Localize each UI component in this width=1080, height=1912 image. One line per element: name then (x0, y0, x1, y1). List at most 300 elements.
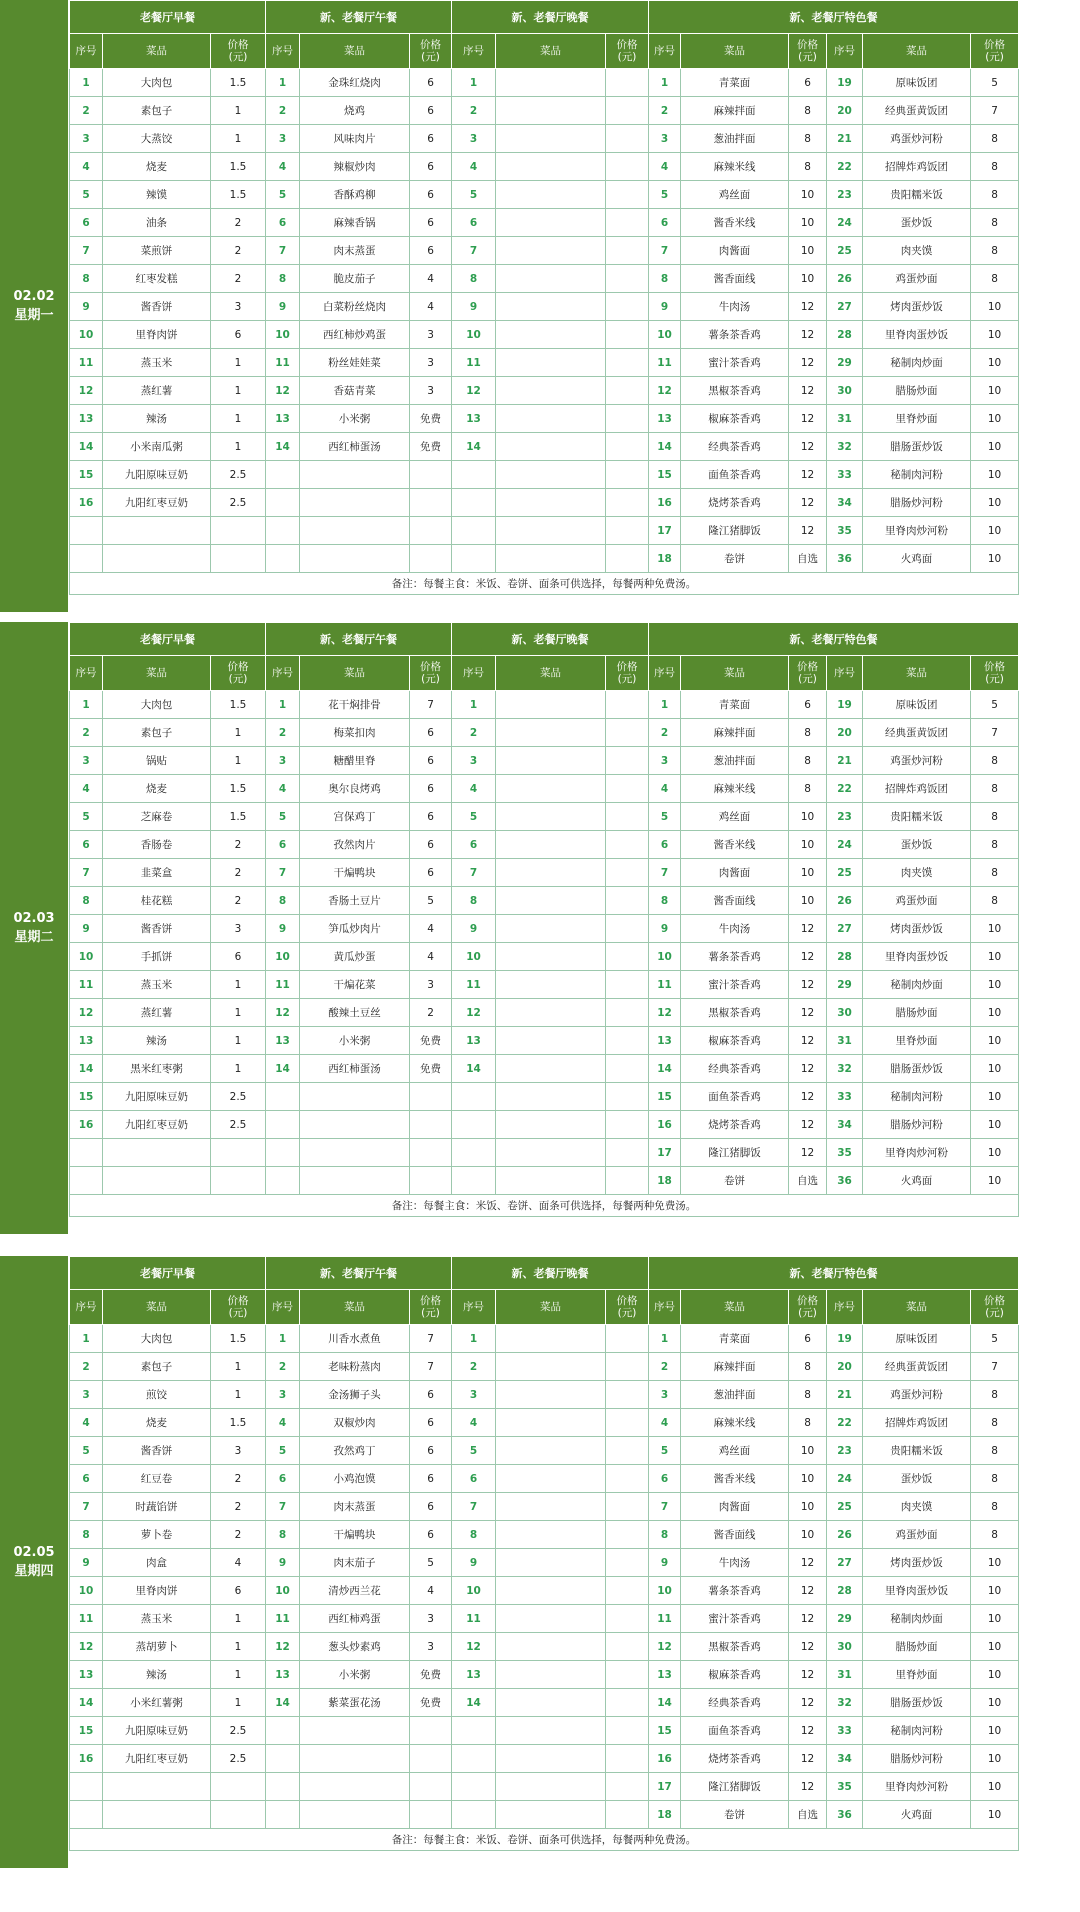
special-seq: 4 (649, 775, 681, 803)
header-seq: 序号 (452, 34, 496, 69)
breakfast-dish: 大肉包 (103, 691, 211, 719)
table-row (70, 1465, 1019, 1493)
lunch-dish: 肉末茄子 (300, 1549, 410, 1577)
header-seq: 序号 (827, 1290, 863, 1325)
lunch-price: 免费 (410, 405, 452, 433)
header-seq: 序号 (452, 1290, 496, 1325)
special-dish: 薯条茶香鸡 (681, 943, 789, 971)
special-price: 10 (971, 1661, 1019, 1689)
special-dish: 里脊炒面 (863, 1027, 971, 1055)
dinner-dish (496, 1717, 606, 1745)
dinner-price (606, 915, 649, 943)
special-price: 10 (971, 999, 1019, 1027)
date-label: 02.05 (13, 1545, 55, 1560)
lunch-seq: 8 (266, 887, 300, 915)
breakfast-seq: 9 (70, 915, 103, 943)
lunch-price: 3 (410, 349, 452, 377)
breakfast-price: 2 (211, 1493, 266, 1521)
special-seq: 21 (827, 125, 863, 153)
special-price: 10 (789, 803, 827, 831)
special-seq: 14 (649, 1055, 681, 1083)
lunch-dish: 西红柿蛋汤 (300, 433, 410, 461)
special-price: 12 (789, 943, 827, 971)
special-seq: 11 (649, 1605, 681, 1633)
dinner-seq (452, 1167, 496, 1195)
breakfast-seq: 15 (70, 461, 103, 489)
special-price: 10 (789, 1437, 827, 1465)
special-seq: 15 (649, 1083, 681, 1111)
lunch-seq (266, 1167, 300, 1195)
lunch-seq (266, 1745, 300, 1773)
dinner-dish (496, 209, 606, 237)
special-dish: 牛肉汤 (681, 915, 789, 943)
dinner-dish (496, 747, 606, 775)
breakfast-price: 1 (211, 719, 266, 747)
dinner-dish (496, 517, 606, 545)
breakfast-seq: 16 (70, 489, 103, 517)
breakfast-price: 2.5 (211, 461, 266, 489)
lunch-seq (266, 1773, 300, 1801)
lunch-price: 6 (410, 1493, 452, 1521)
lunch-dish: 小米粥 (300, 1661, 410, 1689)
table-row (70, 1801, 1019, 1829)
breakfast-dish: 里脊肉饼 (103, 321, 211, 349)
dinner-seq: 12 (452, 999, 496, 1027)
special-dish: 面鱼茶香鸡 (681, 461, 789, 489)
special-dish: 黑椒茶香鸡 (681, 1633, 789, 1661)
lunch-dish: 小米粥 (300, 1027, 410, 1055)
day-label (0, 1256, 68, 1868)
breakfast-dish: 烧麦 (103, 153, 211, 181)
lunch-price: 2 (410, 999, 452, 1027)
special-seq: 9 (649, 1549, 681, 1577)
special-dish: 秘制肉炒面 (863, 349, 971, 377)
dinner-dish (496, 293, 606, 321)
breakfast-price: 1 (211, 1353, 266, 1381)
breakfast-price: 2.5 (211, 1111, 266, 1139)
breakfast-price: 1.5 (211, 803, 266, 831)
special-price: 12 (789, 1139, 827, 1167)
special-price: 12 (789, 1773, 827, 1801)
special-price: 12 (789, 1689, 827, 1717)
dinner-dish (496, 775, 606, 803)
special-seq: 12 (649, 1633, 681, 1661)
table-row (70, 971, 1019, 999)
special-price: 10 (971, 1745, 1019, 1773)
header-dish: 菜品 (103, 656, 211, 691)
special-price: 10 (971, 1027, 1019, 1055)
special-seq: 18 (649, 1167, 681, 1195)
breakfast-price (211, 1773, 266, 1801)
dinner-seq: 7 (452, 1493, 496, 1521)
breakfast-price (211, 1139, 266, 1167)
breakfast-dish: 手抓饼 (103, 943, 211, 971)
special-dish: 招牌炸鸡饭团 (863, 775, 971, 803)
special-seq: 25 (827, 859, 863, 887)
dinner-seq: 9 (452, 915, 496, 943)
lunch-dish: 香酥鸡柳 (300, 181, 410, 209)
special-seq: 26 (827, 265, 863, 293)
special-dish: 烧烤茶香鸡 (681, 1111, 789, 1139)
section-breakfast: 老餐厅早餐 (70, 1257, 266, 1290)
lunch-price: 6 (410, 209, 452, 237)
breakfast-dish: 蒸胡萝卜 (103, 1633, 211, 1661)
day-menu-block (0, 0, 1080, 612)
lunch-seq: 12 (266, 1633, 300, 1661)
section-specials: 新、老餐厅特色餐 (649, 623, 1019, 656)
special-seq: 28 (827, 943, 863, 971)
dinner-price (606, 747, 649, 775)
header-dish: 菜品 (103, 1290, 211, 1325)
lunch-seq: 9 (266, 1549, 300, 1577)
lunch-price: 3 (410, 1633, 452, 1661)
dinner-seq: 14 (452, 1055, 496, 1083)
special-seq: 31 (827, 1661, 863, 1689)
breakfast-price: 1 (211, 999, 266, 1027)
special-seq: 5 (649, 181, 681, 209)
dinner-price (606, 377, 649, 405)
breakfast-seq: 3 (70, 125, 103, 153)
special-dish: 经典蛋黄饭团 (863, 97, 971, 125)
special-dish: 椒麻茶香鸡 (681, 405, 789, 433)
table-row (70, 1167, 1019, 1195)
breakfast-dish: 素包子 (103, 97, 211, 125)
special-price: 12 (789, 1633, 827, 1661)
header-price: 价格 (元) (789, 34, 827, 69)
dinner-dish (496, 545, 606, 573)
lunch-seq: 13 (266, 1661, 300, 1689)
header-dish: 菜品 (300, 1290, 410, 1325)
dinner-dish (496, 1437, 606, 1465)
breakfast-price: 1 (211, 747, 266, 775)
lunch-price (410, 1083, 452, 1111)
special-price: 8 (971, 1437, 1019, 1465)
special-dish: 麻辣米线 (681, 775, 789, 803)
dinner-seq: 4 (452, 775, 496, 803)
dinner-seq: 8 (452, 887, 496, 915)
dinner-dish (496, 265, 606, 293)
special-price: 10 (971, 433, 1019, 461)
header-dish: 菜品 (863, 34, 971, 69)
column-header-row (70, 34, 1019, 69)
lunch-dish: 麻辣香锅 (300, 209, 410, 237)
dinner-dish (496, 915, 606, 943)
lunch-price (410, 1745, 452, 1773)
dinner-price (606, 691, 649, 719)
breakfast-dish: 酱香饼 (103, 293, 211, 321)
breakfast-dish: 九阳红枣豆奶 (103, 1745, 211, 1773)
lunch-seq (266, 1801, 300, 1829)
special-dish: 酱香米线 (681, 1465, 789, 1493)
special-seq: 6 (649, 831, 681, 859)
lunch-dish: 金汤狮子头 (300, 1381, 410, 1409)
special-dish: 秘制肉河粉 (863, 461, 971, 489)
breakfast-dish: 蒸玉米 (103, 349, 211, 377)
lunch-dish: 西红柿蛋汤 (300, 1055, 410, 1083)
breakfast-price: 1 (211, 1633, 266, 1661)
section-dinner: 新、老餐厅晚餐 (452, 1257, 649, 1290)
special-price: 10 (971, 915, 1019, 943)
table-row (70, 377, 1019, 405)
special-dish: 鸡蛋炒面 (863, 1521, 971, 1549)
special-price: 10 (789, 1493, 827, 1521)
breakfast-dish: 大肉包 (103, 1325, 211, 1353)
dinner-dish (496, 831, 606, 859)
lunch-seq: 12 (266, 377, 300, 405)
lunch-seq: 3 (266, 1381, 300, 1409)
lunch-seq: 2 (266, 1353, 300, 1381)
date-label: 02.02 (13, 289, 55, 304)
special-dish: 鸡蛋炒河粉 (863, 747, 971, 775)
breakfast-dish (103, 1773, 211, 1801)
breakfast-dish: 菜煎饼 (103, 237, 211, 265)
breakfast-dish: 辣汤 (103, 1027, 211, 1055)
dinner-price (606, 1689, 649, 1717)
lunch-dish: 酸辣土豆丝 (300, 999, 410, 1027)
dinner-dish (496, 1167, 606, 1195)
lunch-dish: 孜然鸡丁 (300, 1437, 410, 1465)
lunch-seq: 14 (266, 1689, 300, 1717)
special-seq: 5 (649, 803, 681, 831)
lunch-price: 6 (410, 69, 452, 97)
special-dish: 烤肉蛋炒饭 (863, 1549, 971, 1577)
special-price: 8 (971, 1381, 1019, 1409)
breakfast-seq: 10 (70, 321, 103, 349)
dinner-seq: 9 (452, 293, 496, 321)
special-seq: 28 (827, 321, 863, 349)
dinner-seq: 1 (452, 69, 496, 97)
breakfast-dish: 九阳红枣豆奶 (103, 1111, 211, 1139)
dinner-price (606, 859, 649, 887)
dinner-seq: 13 (452, 405, 496, 433)
breakfast-seq: 9 (70, 1549, 103, 1577)
special-price: 8 (789, 97, 827, 125)
menu-table (69, 0, 1019, 595)
table-row (70, 1027, 1019, 1055)
dinner-price (606, 999, 649, 1027)
table-row (70, 1409, 1019, 1437)
breakfast-price: 2 (211, 1521, 266, 1549)
table-row (70, 461, 1019, 489)
table-row (70, 803, 1019, 831)
breakfast-seq: 5 (70, 1437, 103, 1465)
breakfast-price: 1 (211, 1661, 266, 1689)
special-dish: 烤肉蛋炒饭 (863, 293, 971, 321)
dinner-price (606, 1055, 649, 1083)
special-seq: 10 (649, 943, 681, 971)
dinner-seq (452, 1139, 496, 1167)
section-lunch: 新、老餐厅午餐 (266, 1, 452, 34)
special-dish: 经典茶香鸡 (681, 1055, 789, 1083)
dinner-price (606, 69, 649, 97)
special-seq: 2 (649, 1353, 681, 1381)
breakfast-price: 2 (211, 209, 266, 237)
menu-table (69, 1256, 1019, 1851)
special-price: 10 (971, 405, 1019, 433)
dinner-price (606, 1083, 649, 1111)
breakfast-price: 1 (211, 377, 266, 405)
table-row (70, 691, 1019, 719)
special-seq: 33 (827, 461, 863, 489)
special-seq: 20 (827, 719, 863, 747)
special-price: 10 (971, 1717, 1019, 1745)
dinner-price (606, 1801, 649, 1829)
special-dish: 贵阳糯米饭 (863, 1437, 971, 1465)
breakfast-seq: 11 (70, 1605, 103, 1633)
dinner-dish (496, 859, 606, 887)
special-price: 8 (789, 1381, 827, 1409)
special-seq: 21 (827, 747, 863, 775)
dinner-price (606, 209, 649, 237)
breakfast-price: 1 (211, 125, 266, 153)
lunch-seq (266, 545, 300, 573)
breakfast-seq (70, 1801, 103, 1829)
special-price: 10 (971, 943, 1019, 971)
lunch-price: 6 (410, 1409, 452, 1437)
dinner-price (606, 321, 649, 349)
special-seq: 2 (649, 719, 681, 747)
dinner-seq (452, 1801, 496, 1829)
special-price: 8 (971, 831, 1019, 859)
lunch-dish (300, 489, 410, 517)
special-dish: 卷饼 (681, 545, 789, 573)
table-row (70, 719, 1019, 747)
header-seq: 序号 (649, 656, 681, 691)
breakfast-seq: 14 (70, 433, 103, 461)
table-row (70, 1773, 1019, 1801)
special-seq: 12 (649, 377, 681, 405)
special-price: 8 (789, 719, 827, 747)
breakfast-dish: 锅贴 (103, 747, 211, 775)
breakfast-price: 1 (211, 1605, 266, 1633)
lunch-price: 6 (410, 831, 452, 859)
dinner-seq: 3 (452, 1381, 496, 1409)
breakfast-dish: 香肠卷 (103, 831, 211, 859)
header-price: 价格 (元) (211, 656, 266, 691)
special-price: 12 (789, 405, 827, 433)
header-seq: 序号 (70, 34, 103, 69)
special-price: 自选 (789, 1167, 827, 1195)
dinner-price (606, 125, 649, 153)
dinner-dish (496, 1111, 606, 1139)
header-seq: 序号 (266, 656, 300, 691)
special-seq: 16 (649, 489, 681, 517)
special-dish: 面鱼茶香鸡 (681, 1717, 789, 1745)
lunch-price (410, 1801, 452, 1829)
lunch-dish: 清炒西兰花 (300, 1577, 410, 1605)
breakfast-seq: 14 (70, 1055, 103, 1083)
lunch-seq: 8 (266, 1521, 300, 1549)
breakfast-price: 1.5 (211, 1325, 266, 1353)
dinner-dish (496, 943, 606, 971)
special-price: 12 (789, 517, 827, 545)
lunch-dish: 脆皮茄子 (300, 265, 410, 293)
special-dish: 薯条茶香鸡 (681, 321, 789, 349)
breakfast-price: 2.5 (211, 1717, 266, 1745)
special-dish: 隆江猪脚饭 (681, 1139, 789, 1167)
lunch-price: 7 (410, 691, 452, 719)
table-row (70, 999, 1019, 1027)
lunch-seq: 2 (266, 719, 300, 747)
dinner-price (606, 1745, 649, 1773)
breakfast-seq: 6 (70, 209, 103, 237)
special-price: 7 (971, 719, 1019, 747)
lunch-dish: 老味粉蒸肉 (300, 1353, 410, 1381)
special-dish: 原味饭团 (863, 1325, 971, 1353)
breakfast-price: 2.5 (211, 489, 266, 517)
special-seq: 16 (649, 1745, 681, 1773)
note-text: 备注：每餐主食：米饭、卷饼、面条可供选择，每餐两种免费汤。 (70, 573, 1019, 595)
dinner-seq (452, 489, 496, 517)
breakfast-price: 2 (211, 237, 266, 265)
lunch-dish (300, 517, 410, 545)
dinner-seq (452, 517, 496, 545)
lunch-price: 6 (410, 719, 452, 747)
special-price: 8 (971, 747, 1019, 775)
header-price: 价格 (元) (971, 1290, 1019, 1325)
dinner-price (606, 1633, 649, 1661)
breakfast-dish: 大蒸饺 (103, 125, 211, 153)
section-header-row (70, 623, 1019, 656)
special-dish: 经典茶香鸡 (681, 433, 789, 461)
menu-table (69, 622, 1019, 1217)
header-dish: 菜品 (496, 1290, 606, 1325)
breakfast-price: 1 (211, 349, 266, 377)
special-dish: 椒麻茶香鸡 (681, 1027, 789, 1055)
special-dish: 贵阳糯米饭 (863, 181, 971, 209)
dinner-price (606, 1409, 649, 1437)
lunch-dish: 西红柿炒鸡蛋 (300, 321, 410, 349)
lunch-price (410, 1717, 452, 1745)
lunch-price (410, 1139, 452, 1167)
breakfast-price: 1.5 (211, 69, 266, 97)
breakfast-price: 1.5 (211, 1409, 266, 1437)
header-dish: 菜品 (496, 34, 606, 69)
special-seq: 9 (649, 293, 681, 321)
header-seq: 序号 (827, 656, 863, 691)
breakfast-dish: 九阳原味豆奶 (103, 1083, 211, 1111)
lunch-price: 5 (410, 1549, 452, 1577)
special-price: 10 (789, 831, 827, 859)
special-price: 10 (971, 377, 1019, 405)
special-price: 8 (971, 1409, 1019, 1437)
dinner-seq: 11 (452, 971, 496, 999)
breakfast-seq: 8 (70, 265, 103, 293)
section-header-row (70, 1, 1019, 34)
dinner-price (606, 971, 649, 999)
breakfast-dish: 蒸玉米 (103, 971, 211, 999)
special-price: 8 (971, 125, 1019, 153)
header-price: 价格 (元) (410, 1290, 452, 1325)
special-seq: 32 (827, 433, 863, 461)
dinner-seq (452, 1717, 496, 1745)
header-seq: 序号 (70, 656, 103, 691)
breakfast-seq: 1 (70, 69, 103, 97)
special-dish: 肉夹馍 (863, 1493, 971, 1521)
special-dish: 肉夹馍 (863, 859, 971, 887)
special-price: 12 (789, 971, 827, 999)
breakfast-price: 2.5 (211, 1083, 266, 1111)
special-dish: 腊肠蛋炒饭 (863, 433, 971, 461)
table-row (70, 1111, 1019, 1139)
dinner-dish (496, 1577, 606, 1605)
special-dish: 原味饭团 (863, 69, 971, 97)
special-dish: 经典蛋黄饭团 (863, 1353, 971, 1381)
breakfast-dish: 红枣发糕 (103, 265, 211, 293)
lunch-seq: 11 (266, 971, 300, 999)
dinner-price (606, 887, 649, 915)
special-seq: 19 (827, 691, 863, 719)
